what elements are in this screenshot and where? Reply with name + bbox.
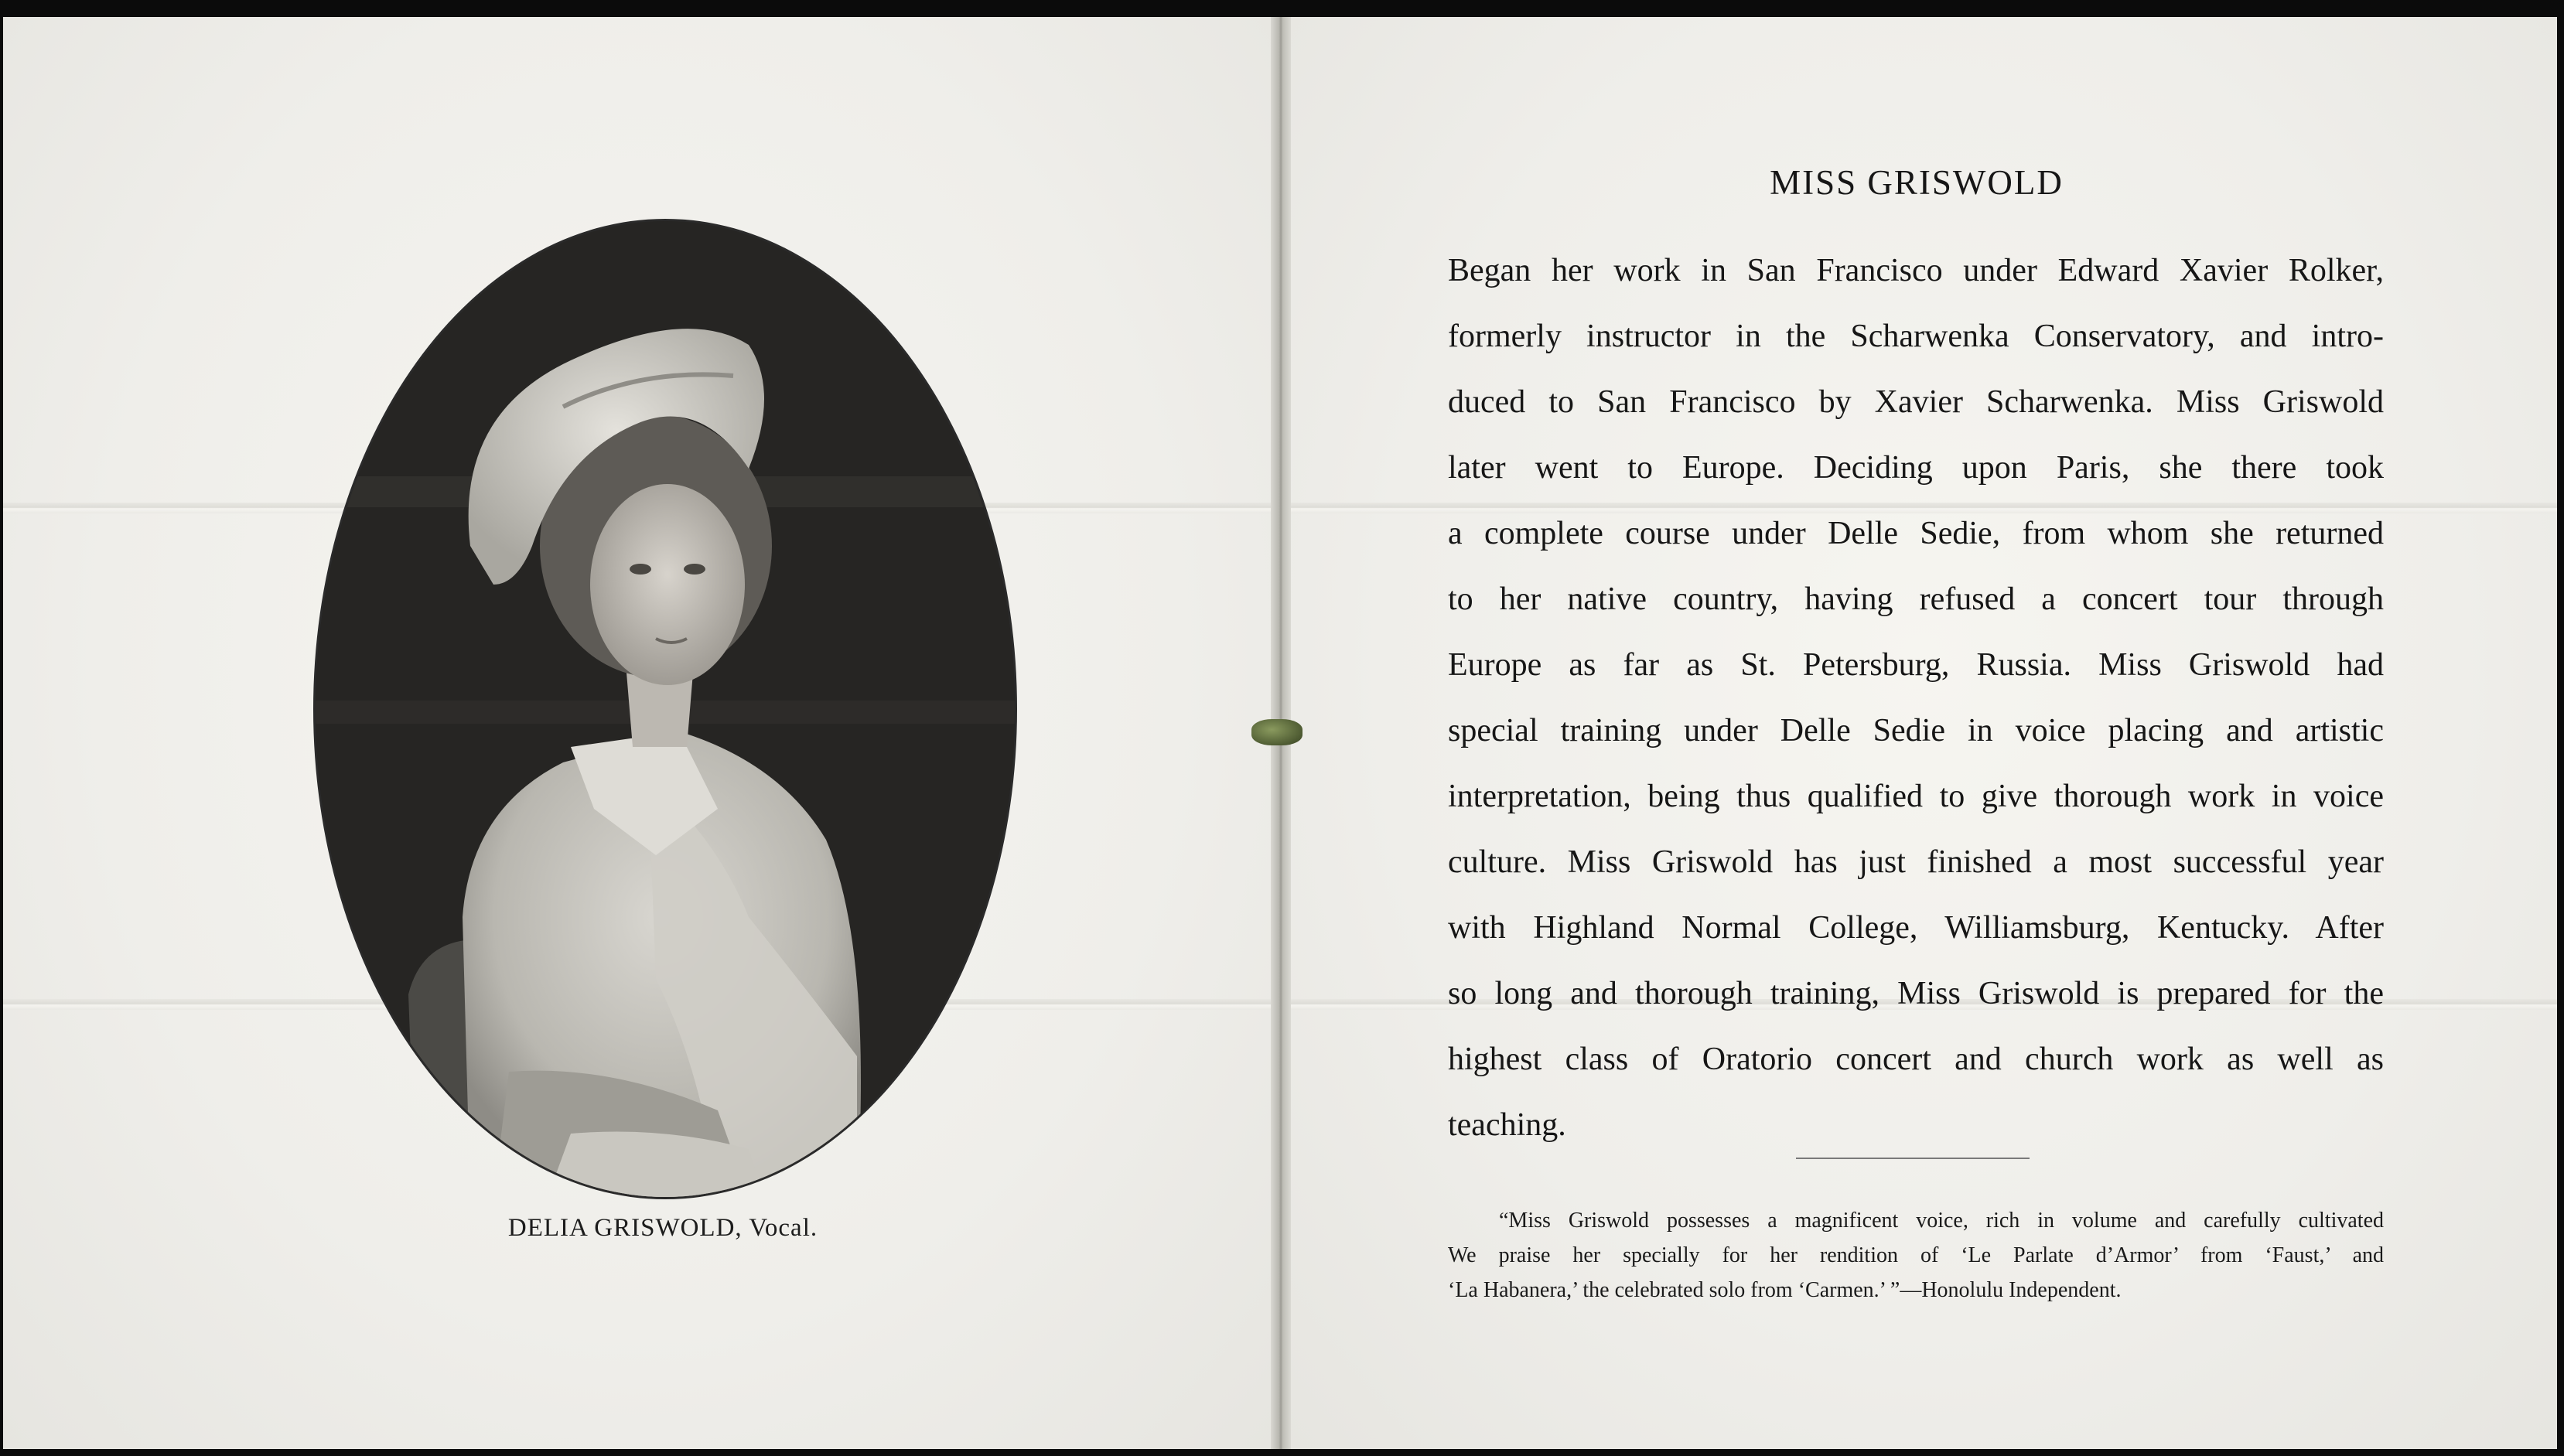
- portrait-illustration: [316, 221, 1015, 1197]
- text-line: teaching.: [1448, 1107, 1566, 1143]
- biography-text: [1448, 238, 2384, 1158]
- text-line: later went to Europe. Deciding upon Paris, she there took: [1448, 450, 2384, 486]
- quote-line: We praise her specially for her rendition of ‘Le Parlate d’Armor’ from ‘Faust,’ and: [1448, 1243, 2384, 1267]
- text-line: so long and thorough training, Miss Griswold is prepared for the: [1448, 976, 2384, 1011]
- caption-role: Vocal.: [749, 1214, 818, 1242]
- text-line: a complete course under Delle Sedie, from whom she returned: [1448, 516, 2384, 551]
- text-line: special training under Delle Sedie in voice placing and artistic: [1448, 713, 2384, 748]
- text-line: culture. Miss Griswold has just finished a most successful year: [1448, 844, 2384, 880]
- quote-line: “Miss Griswold possesses a magnificent voice, rich in volume and carefully cultivated: [1499, 1209, 2384, 1233]
- text-line: duced to San Francisco by Xavier Scharwenka. Miss Griswold: [1448, 384, 2384, 420]
- text-line: interpretation, being thus qualified to give thorough work in voice: [1448, 779, 2384, 814]
- text-line: formerly instructor in the Scharwenka Conservatory, and intro-: [1448, 319, 2384, 354]
- staple: [1251, 719, 1302, 745]
- quote-line: ‘La Habanera,’ the celebrated solo from ‘Carmen.’ ”—Honolulu Independent.: [1448, 1278, 2122, 1302]
- text-line: highest class of Oratorio concert and church work as well as: [1448, 1042, 2384, 1077]
- portrait-photo: [313, 219, 1017, 1199]
- press-quote: [1448, 1203, 2384, 1308]
- caption-name: DELIA GRISWOLD,: [507, 1214, 743, 1242]
- text-line: to her native country, having refused a concert tour through: [1448, 581, 2384, 617]
- text-line: Began her work in San Francisco under Edward Xavier Rolker,: [1448, 253, 2384, 288]
- page-title: MISS GRISWOLD: [1770, 163, 2064, 202]
- text-line: Europe as far as St. Petersburg, Russia. Miss Griswold had: [1448, 647, 2384, 683]
- text-line: with Highland Normal College, Williamsburg, Kentucky. After: [1448, 910, 2384, 946]
- portrait-caption: [313, 1214, 1012, 1243]
- divider-rule: [1796, 1158, 2030, 1159]
